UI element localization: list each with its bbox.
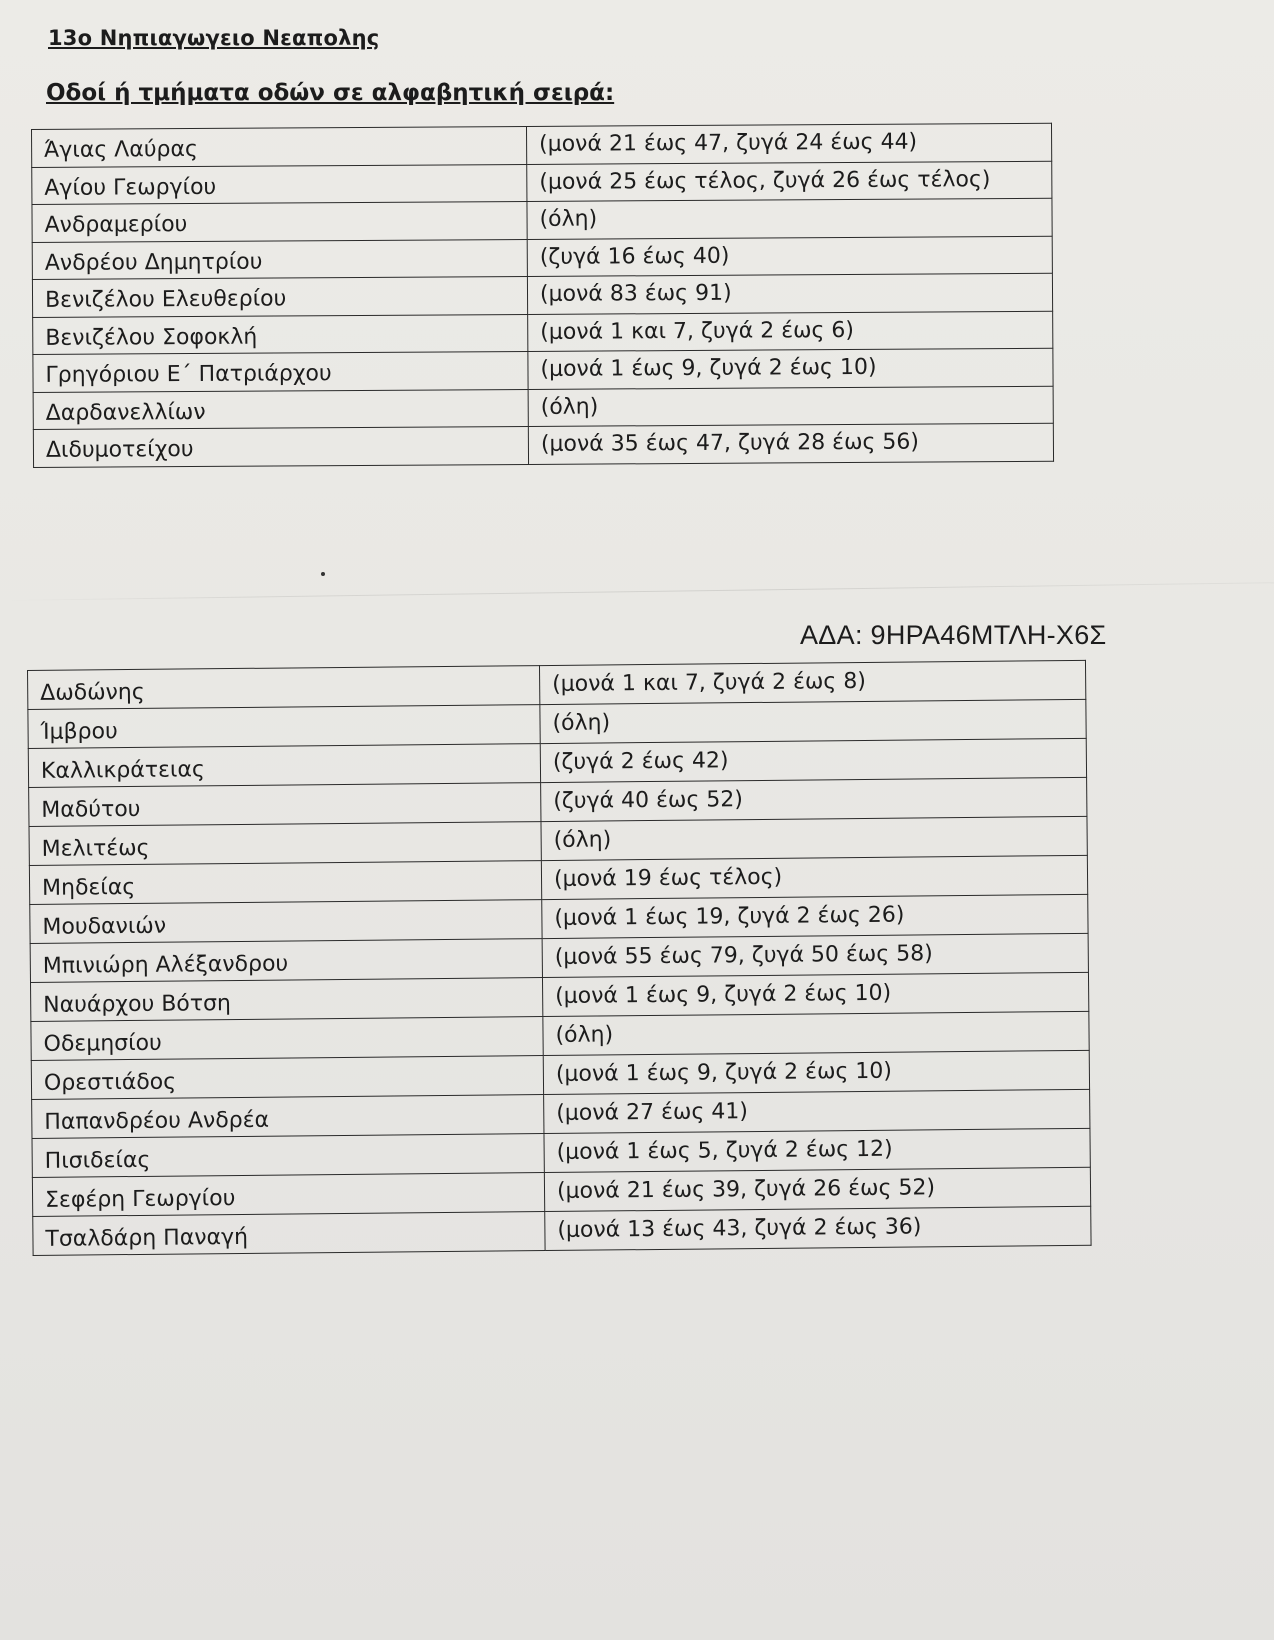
street-range-cell: (μονά 19 έως τέλος) bbox=[541, 855, 1087, 899]
street-range-cell: (μονά 35 έως 47, ζυγά 28 έως 56) bbox=[528, 423, 1053, 464]
table-row bbox=[33, 311, 1053, 355]
table-row bbox=[33, 423, 1053, 467]
street-range-cell: (όλη) bbox=[528, 386, 1053, 427]
street-name-cell: Γρηγόριου Ε΄ Πατριάρχου bbox=[33, 351, 528, 392]
street-name-cell: Πισιδείας bbox=[32, 1134, 544, 1178]
street-range-cell: (ζυγά 2 έως 42) bbox=[540, 738, 1086, 782]
paper-speck bbox=[321, 572, 325, 576]
street-name-cell: Μηδείας bbox=[29, 861, 541, 905]
table-row bbox=[32, 273, 1052, 317]
street-range-cell: (όλη) bbox=[543, 1011, 1089, 1055]
table-row bbox=[33, 348, 1053, 392]
street-range-cell: (μονά 1 και 7, ζυγά 2 έως 8) bbox=[539, 660, 1085, 704]
table-row bbox=[32, 236, 1052, 280]
street-name-cell: Βενιζέλου Ελευθερίου bbox=[32, 276, 527, 317]
street-name-cell: Ναυάρχου Βότση bbox=[30, 978, 542, 1022]
street-range-cell: (μονά 13 έως 43, ζυγά 2 έως 36) bbox=[545, 1206, 1091, 1250]
street-range-cell: (όλη) bbox=[540, 699, 1086, 743]
street-range-cell: (ζυγά 16 έως 40) bbox=[527, 236, 1052, 277]
table-row bbox=[32, 198, 1052, 242]
street-range-cell: (ζυγά 40 έως 52) bbox=[541, 777, 1087, 821]
street-range-cell: (μονά 21 έως 47, ζυγά 24 έως 44) bbox=[526, 123, 1051, 164]
street-range-cell: (μονά 25 έως τέλος, ζυγά 26 έως τέλος) bbox=[527, 161, 1052, 202]
street-range-cell: (μονά 1 έως 9, ζυγά 2 έως 10) bbox=[528, 348, 1053, 389]
table-row bbox=[32, 123, 1052, 167]
page-heading: Οδοί ή τμήματα οδών σε αλφαβητική σειρά: bbox=[46, 80, 615, 106]
street-name-cell: Βενιζέλου Σοφοκλή bbox=[33, 314, 528, 355]
street-name-cell: Ανδραμερίου bbox=[32, 201, 527, 242]
street-name-cell: Άγιας Λαύρας bbox=[32, 126, 527, 167]
ada-code: ΑΔΑ: 9ΗΡΑ46ΜΤΛΗ-Χ6Σ bbox=[800, 620, 1107, 650]
street-name-cell: Ίμβρου bbox=[28, 705, 540, 749]
streets-table-bottom bbox=[27, 660, 1092, 1256]
street-name-cell: Ορεστιάδος bbox=[31, 1056, 543, 1100]
street-name-cell: Μουδανιών bbox=[30, 900, 542, 944]
street-range-cell: (μονά 55 έως 79, ζυγά 50 έως 58) bbox=[542, 933, 1088, 977]
street-range-cell: (μονά 1 έως 9, ζυγά 2 έως 10) bbox=[543, 1050, 1089, 1094]
school-name: 13ο Νηπιαγωγειο Νεαπολης bbox=[48, 26, 380, 50]
street-range-cell: (όλη) bbox=[527, 198, 1052, 239]
street-name-cell: Μελιτέως bbox=[29, 822, 541, 866]
street-range-cell: (μονά 27 έως 41) bbox=[544, 1089, 1090, 1133]
street-name-cell: Μπινιώρη Αλέξανδρου bbox=[30, 939, 542, 983]
street-range-cell: (όλη) bbox=[541, 816, 1087, 860]
street-name-cell: Αγίου Γεωργίου bbox=[32, 164, 527, 205]
streets-table-top bbox=[31, 123, 1054, 468]
street-range-cell: (μονά 1 και 7, ζυγά 2 έως 6) bbox=[528, 311, 1053, 352]
streets-table-bottom-body bbox=[28, 660, 1092, 1255]
table-row bbox=[33, 386, 1053, 430]
street-range-cell: (μονά 1 έως 5, ζυγά 2 έως 12) bbox=[544, 1128, 1090, 1172]
street-range-cell: (μονά 21 έως 39, ζυγά 26 έως 52) bbox=[544, 1167, 1090, 1211]
street-name-cell: Οδεμησίου bbox=[31, 1017, 543, 1061]
street-name-cell: Μαδύτου bbox=[29, 783, 541, 827]
table-row bbox=[32, 161, 1052, 205]
street-name-cell: Δαρδανελλίων bbox=[33, 389, 528, 430]
street-name-cell: Παπανδρέου Ανδρέα bbox=[32, 1095, 544, 1139]
street-name-cell: Τσαλδάρη Παναγή bbox=[33, 1212, 545, 1256]
streets-table-top-body bbox=[32, 123, 1054, 467]
street-range-cell: (μονά 1 έως 19, ζυγά 2 έως 26) bbox=[542, 894, 1088, 938]
paper-fold-line bbox=[0, 582, 1274, 601]
street-range-cell: (μονά 1 έως 9, ζυγά 2 έως 10) bbox=[542, 972, 1088, 1016]
street-name-cell: Δωδώνης bbox=[28, 666, 540, 710]
street-name-cell: Διδυμοτείχου bbox=[33, 426, 528, 467]
street-name-cell: Καλλικράτειας bbox=[28, 744, 540, 788]
street-name-cell: Σεφέρη Γεωργίου bbox=[32, 1173, 544, 1217]
street-name-cell: Ανδρέου Δημητρίου bbox=[32, 239, 527, 280]
street-range-cell: (μονά 83 έως 91) bbox=[527, 273, 1052, 314]
